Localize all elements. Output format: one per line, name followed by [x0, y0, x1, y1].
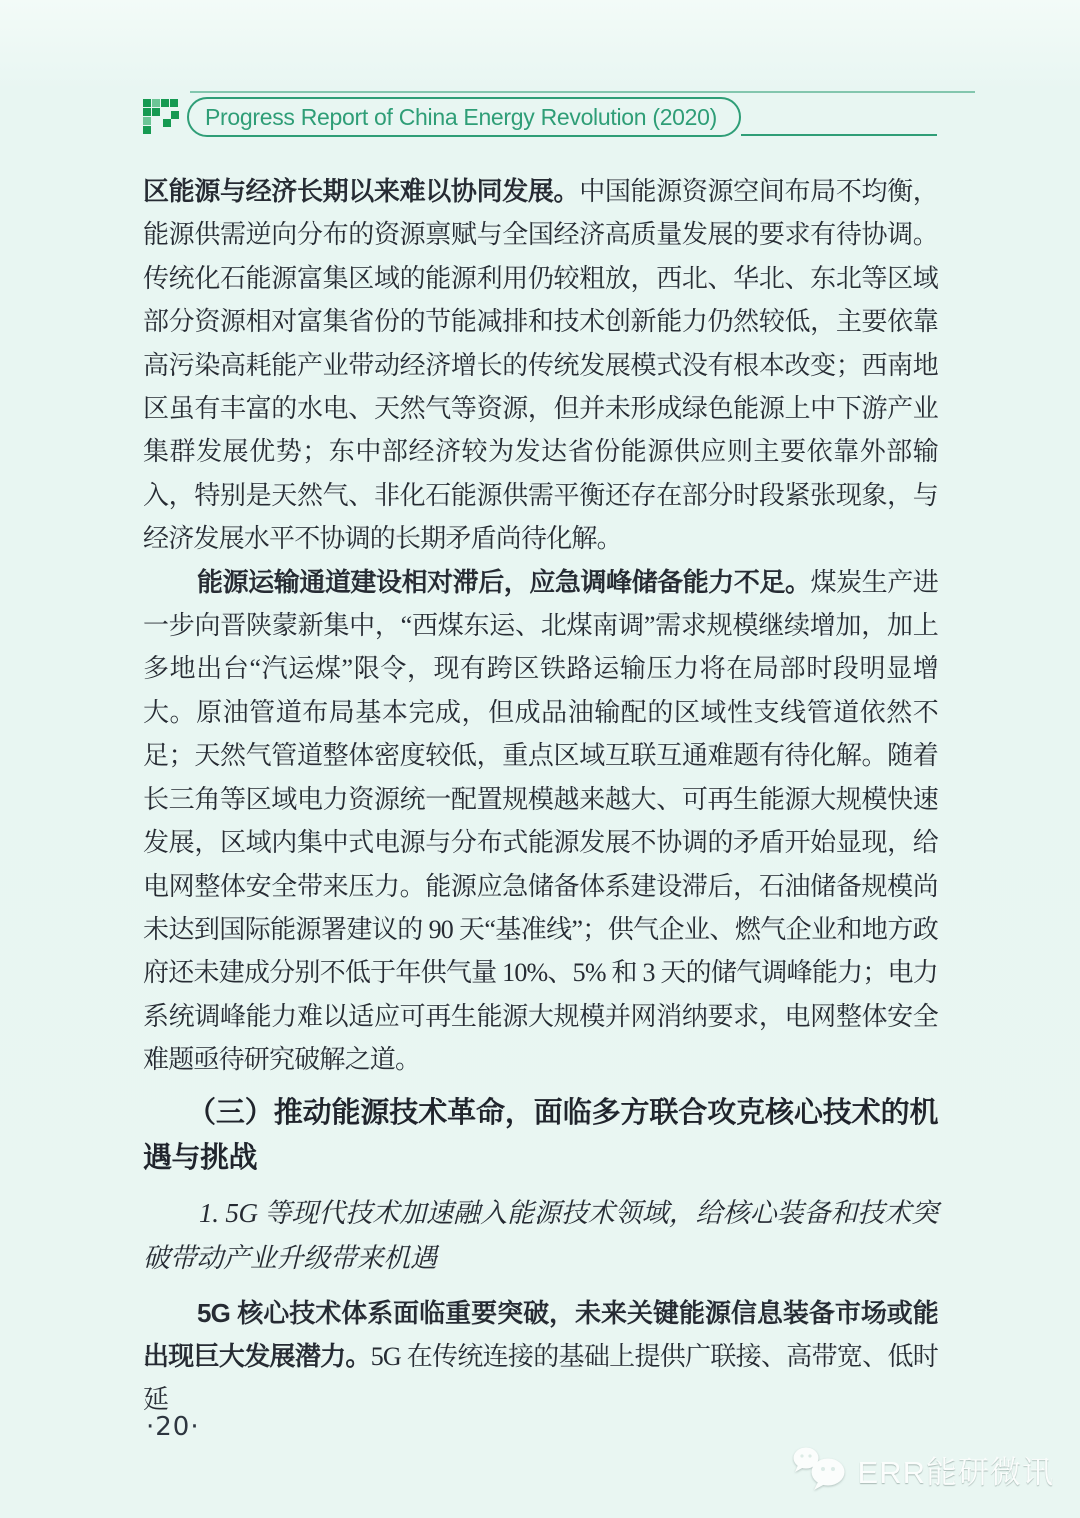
watermark-text: ERR能研微讯 [857, 1454, 1054, 1490]
sub-heading: 1. 5G 等现代技术加速融入能源技术领域，给核心装备和技术突破带动产业升级带来机遇 [143, 1197, 938, 1273]
section-heading: （三）推动能源技术革命，面临多方联合攻克核心技术的机遇与挑战 [143, 1096, 938, 1174]
paragraph-lead-bold: 5G 核心技术体系面临重要突破，未来关键能源信息装备市场或能出现巨大发展潜力。 [143, 1297, 938, 1371]
paragraph-lead-bold: 能源运输通道建设相对滞后，应急调峰储备能力不足。 [197, 566, 811, 597]
paragraph-lead-bold: 区能源与经济长期以来难以协同发展。 [143, 176, 580, 206]
document-body [143, 170, 938, 1422]
watermark [792, 1443, 1054, 1495]
wechat-icon [792, 1445, 850, 1493]
paragraph-text: 中国能源资源空间布局不均衡，能源供需逆向分布的资源禀赋与全国经济高质量发展的要求有待协调。传统化石能源富集区域的能源利用仍较粗放，西北、华北、东北等区域部分资源相对富集省份的节能减排和技术创新能力仍然较低，主要依靠高污染高耗能产业带动经济增长的传统发展模式没有根本改变；西南地区虽有丰富的水电、天然气等资源，但并未形成绿色能源上中下游产业集群发展优势；东中部经济较为发达省份能源供应则主要依靠外部输入，特别是天然气、非化石能源供需平衡还存在部分时段紧张现象，与经济发展水平不协调的长期矛盾尚待化解。 [143, 177, 938, 554]
report-title: Progress Report of China Energy Revolution (2020) [205, 103, 718, 130]
header-rule-extension [741, 97, 937, 136]
paragraph-5g [143, 1292, 938, 1422]
pixel-grid-logo-icon [143, 99, 179, 137]
paragraph-text: 煤炭生产进一步向晋陕蒙新集中，“西煤东运、北煤南调”需求规模继续增加，加上多地出台“汽运煤”限令，现有跨区铁路运输压力将在局部时段明显增大。原油管道布局基本完成，但成品油输配的区域性支线管道依然不足；天然气管道整体密度较低，重点区域互联互通难题有待化解。随着长三角等区域电力资源统一配置规模越来越大、可再生能源大规模快速发展，区域内集中式电源与分布式能源发展不协调的矛盾开始显现，给电网整体安全带来压力。能源应急储备体系建设滞后，石油储备规模尚未达到国际能源署建议的 90 天“基准线”；供气企业、燃气企业和地方政府还未建成分别不低于年供气量 10%、5% 和 3 天的储气调峰能力；电力系统调峰能力难以适应可再生能源大规模并网消纳要求，电网整体安全难题亟待研究破解之道。 [143, 567, 938, 1075]
paragraph-text: 5G 在传统连接的基础上提供广联接、高带宽、低时延 [143, 1341, 938, 1415]
paragraph-transport-reserve [143, 561, 938, 1082]
header-top-rule [190, 91, 975, 93]
report-title-capsule [187, 97, 741, 137]
page-header [143, 97, 937, 137]
paragraph-regional-energy [143, 170, 938, 561]
page-number: ·20· [146, 1412, 200, 1442]
